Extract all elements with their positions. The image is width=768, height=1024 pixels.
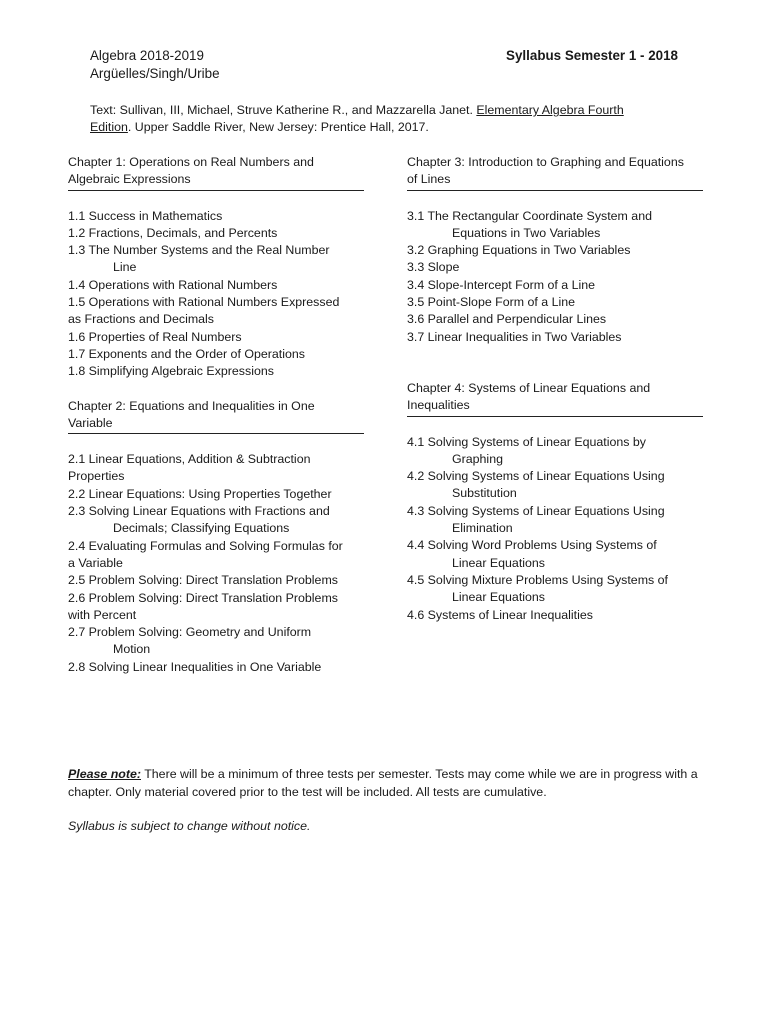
section-item [68,208,364,225]
chapter-4-heading [407,380,703,417]
section-title: 2.1 Linear Equations, Addition & Subtraction [68,452,311,467]
syllabus-title: Syllabus Semester 1 - 2018 [506,48,678,63]
section-item [68,503,364,538]
note-label: Please note: [68,767,141,781]
section-item [407,607,703,624]
section-title: 2.4 Evaluating Formulas and Solving Formulas for [68,538,343,553]
section-item [68,486,364,503]
section-item [68,363,364,380]
section-item [407,572,703,607]
section-title: 1.2 Fractions, Decimals, and Percents [68,225,278,240]
chapter-4-title-line2: Inequalities [407,398,470,413]
chapter-4 [407,380,703,624]
book-title-part1: Elementary Algebra Fourth [476,103,624,117]
section-title: 3.6 Parallel and Perpendicular Lines [407,312,607,327]
chapter-3-heading [407,154,703,191]
section-title: 2.8 Solving Linear Inequalities in One Variable [68,659,322,674]
section-item [68,538,364,573]
section-title: 3.5 Point-Slope Form of a Line [407,295,576,310]
chapter-1-items [68,208,364,381]
section-title: 1.3 The Number Systems and the Real Number [68,243,330,258]
chapter-2 [68,398,364,676]
section-title: 4.3 Solving Systems of Linear Equations Using [407,503,665,518]
chapter-1-title-line2: Algebraic Expressions [68,172,191,187]
section-title: 4.6 Systems of Linear Inequalities [407,607,593,622]
section-title-wrapped: Properties [68,469,125,484]
section-title-continued: Motion [113,642,151,657]
section-item [68,277,364,294]
course-title: Algebra 2018-2019 [90,48,204,63]
course-header [90,47,220,83]
section-item [68,242,364,277]
chapter-3 [407,154,703,346]
section-title: 2.5 Problem Solving: Direct Translation Problems [68,573,338,588]
book-title-part2: Edition [90,120,128,134]
section-title: 3.7 Linear Inequalities in Two Variables [407,329,622,344]
section-item [68,346,364,363]
section-item [407,329,703,346]
chapter-1-title-line1: Chapter 1: Operations on Real Numbers and [68,155,314,169]
section-item [407,208,703,243]
section-title: 1.6 Properties of Real Numbers [68,329,242,344]
chapter-1 [68,154,364,381]
disclaimer: Syllabus is subject to change without notice. [68,819,311,833]
section-title-continued: Substitution [452,486,517,501]
section-title: 1.5 Operations with Rational Numbers Expressed [68,295,340,310]
chapter-1-heading [68,154,364,191]
section-item [407,294,703,311]
section-title: 2.6 Problem Solving: Direct Translation Problems [68,590,338,605]
section-title-continued: Line [113,260,137,275]
citation-prefix: Text: Sullivan, III, Michael, Struve Katherine R., and Mazzarella Janet. [90,103,477,117]
chapter-2-items [68,451,364,676]
section-item [407,537,703,572]
section-title-wrapped: with Percent [68,607,137,622]
section-item [68,624,364,659]
section-item [68,590,364,625]
chapter-4-items [407,434,703,624]
section-title: 1.8 Simplifying Algebraic Expressions [68,364,274,379]
right-column [407,154,703,641]
chapter-3-items [407,208,703,346]
chapter-2-heading [68,398,364,435]
section-title: 2.7 Problem Solving: Geometry and Uniform [68,625,312,640]
please-note [68,765,708,801]
section-title: 4.5 Solving Mixture Problems Using Systems of [407,572,668,587]
section-title-continued: Graphing [452,451,503,466]
section-title-continued: Elimination [452,521,513,536]
section-title: 2.3 Solving Linear Equations with Fractions and [68,504,330,519]
chapter-2-title-line2: Variable [68,415,113,430]
section-title: 1.7 Exponents and the Order of Operations [68,346,305,361]
section-title: 3.3 Slope [407,260,460,275]
section-item [68,451,364,486]
section-title-wrapped: as Fractions and Decimals [68,312,214,327]
section-title: 3.4 Slope-Intercept Form of a Line [407,277,596,292]
section-title-continued: Linear Equations [452,590,545,605]
section-item [407,311,703,328]
section-item [68,294,364,329]
section-item [407,277,703,294]
note-text: There will be a minimum of three tests per semester. Tests may come while we are in progress with a chapter. Only material covered prior to the test will be included. All tests are cumulative. [68,767,698,799]
section-item [68,329,364,346]
section-title: 4.2 Solving Systems of Linear Equations Using [407,469,665,484]
section-item [407,242,703,259]
section-item [407,434,703,469]
teacher-names: Argüelles/Singh/Uribe [90,66,220,81]
left-column [68,154,364,693]
chapter-3-title-line2: of Lines [407,172,451,187]
textbook-citation [90,102,690,136]
section-title: 4.1 Solving Systems of Linear Equations by [407,434,646,449]
citation-suffix: . Upper Saddle River, New Jersey: Prentice Hall, 2017. [127,120,429,134]
section-item [68,572,364,589]
section-title: 1.1 Success in Mathematics [68,208,223,223]
chapter-4-title-line1: Chapter 4: Systems of Linear Equations and [407,380,651,395]
section-item [407,503,703,538]
section-title: 2.2 Linear Equations: Using Properties Together [68,486,332,501]
chapter-2-title-line1: Chapter 2: Equations and Inequalities in One [68,398,315,413]
section-title-continued: Equations in Two Variables [452,225,601,240]
section-title: 1.4 Operations with Rational Numbers [68,277,278,292]
section-title-continued: Linear Equations [452,555,545,570]
section-title-wrapped: a Variable [68,555,123,570]
section-item [68,225,364,242]
section-title: 3.2 Graphing Equations in Two Variables [407,243,631,258]
section-title: 3.1 The Rectangular Coordinate System and [407,208,652,223]
chapter-3-title-line1: Chapter 3: Introduction to Graphing and Equations [407,155,684,169]
section-title: 4.4 Solving Word Problems Using Systems of [407,538,657,553]
section-item [407,468,703,503]
section-item [68,659,364,676]
section-title-continued: Decimals; Classifying Equations [113,521,290,536]
section-item [407,259,703,276]
